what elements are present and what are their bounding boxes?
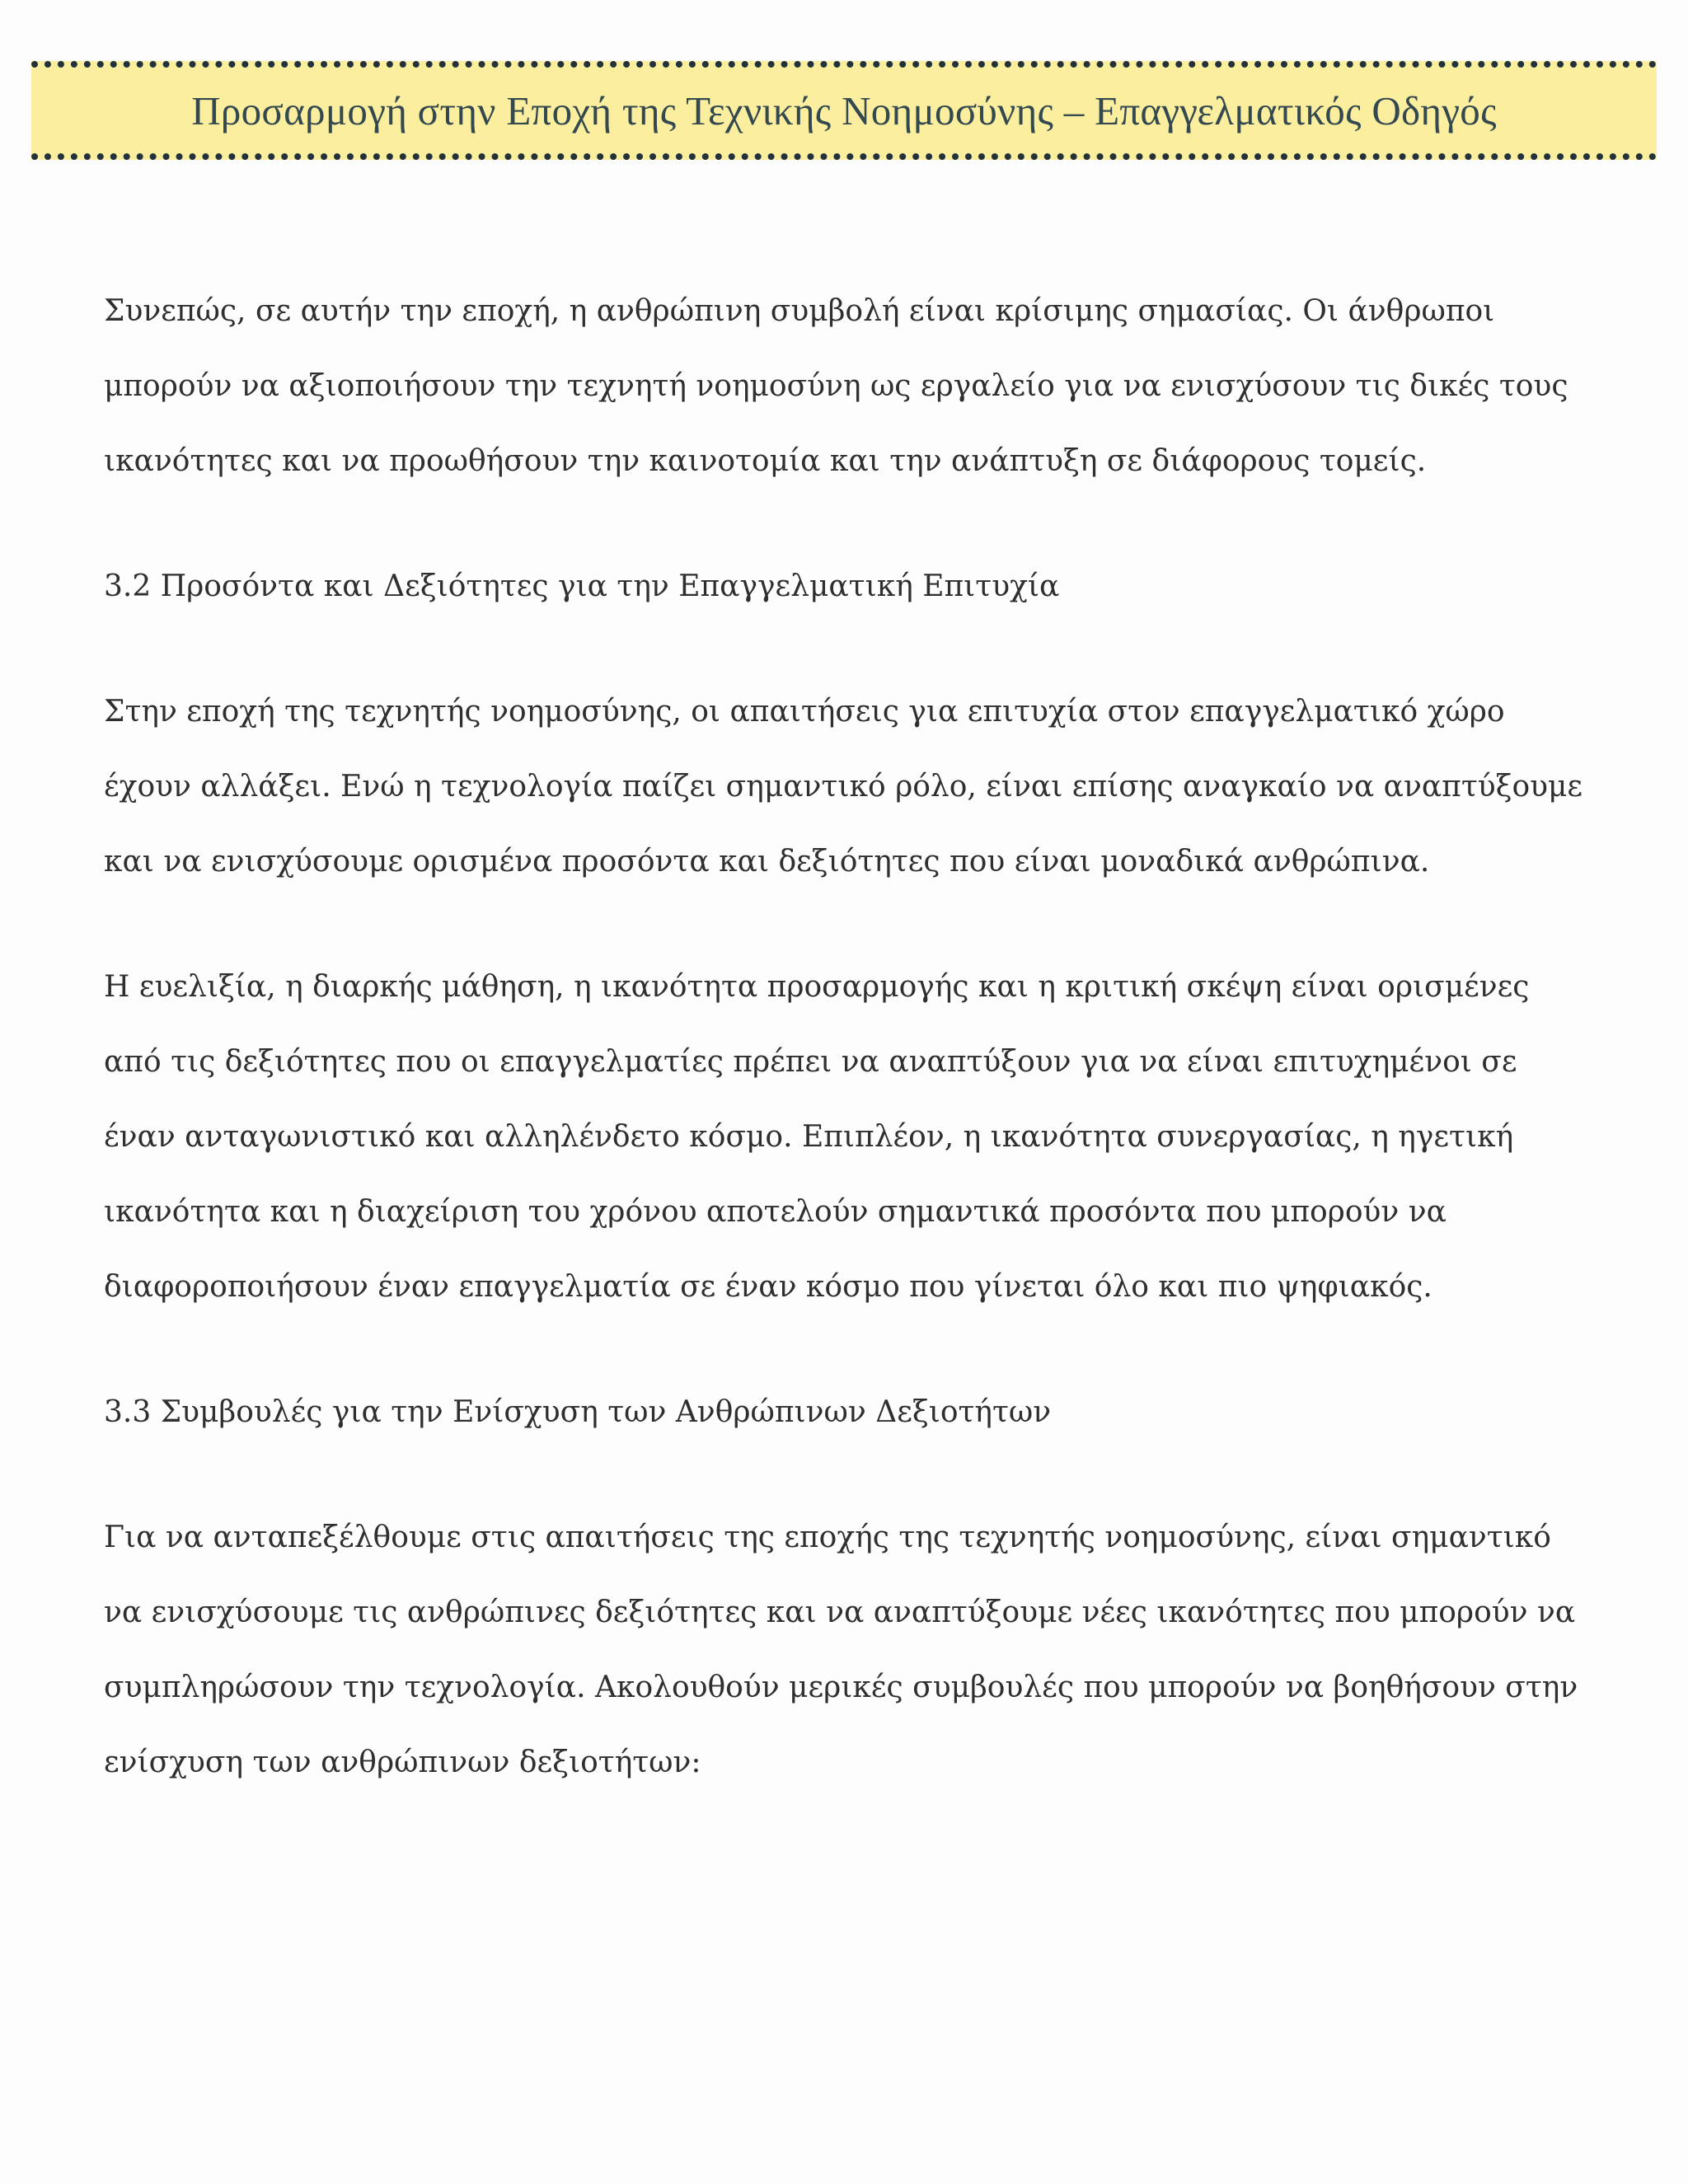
section-heading-3-3: 3.3 Συμβουλές για την Ενίσχυση των Ανθρώπινων Δεξιοτήτων — [104, 1395, 1052, 1429]
document-body — [104, 274, 1596, 1850]
paragraph-human-contribution: Συνεπώς, σε αυτήν την εποχή, η ανθρώπινη συμβολή είναι κρίσιμης σημασίας. Οι άνθρωποι μπορούν να αξιοποιήσουν την τεχνητή νοημοσύνη ως εργαλείο για να ενισχύσουν τις δικές τους ικανότητες και να προωθήσουν την καινοτομία και την ανάπτυξη σε διάφορους τομείς. — [104, 294, 1568, 478]
paragraph-skills: Η ευελιξία, η διαρκής μάθηση, η ικανότητα προσαρμογής και η κριτική σκέψη είναι ορισμένες από τις δεξιότητες που οι επαγγελματίες πρέπει να αναπτύξουν για να είναι επιτυχημένοι σε έναν ανταγωνιστικό και αλληλένδετο κόσμο. Επιπλέον, η ικανότητα συνεργασίας, η ηγετική ικανότητα και η διαχείριση του χρόνου αποτελούν σημαντικά προσόντα που μπορούν να διαφοροποιήσουν έναν επαγγελματία σε έναν κόσμο που γίνεται όλο και πιο ψηφιακός. — [104, 970, 1530, 1304]
paragraph-tips-intro: Για να ανταπεξέλθουμε στις απαιτήσεις της εποχής της τεχνητής νοημοσύνης, είναι σημαντικό να ενισχύσουμε τις ανθρώπινες δεξιότητες και να αναπτύξουμε νέες ικανότητες που μπορούν να συμπληρώσουν την τεχνολογία. Ακολουθούν μερικές συμβουλές που μπορούν να βοηθήσουν στην ενίσχυση των ανθρώπινων δεξιοτήτων: — [104, 1521, 1578, 1779]
page-title: Προσαρμογή στην Εποχή της Τεχνικής Νοημοσύνης – Επαγγελματικός Οδηγός — [191, 87, 1497, 134]
header-banner — [31, 61, 1657, 160]
section-heading-3-2: 3.2 Προσόντα και Δεξιότητες για την Επαγγελματική Επιτυχία — [104, 569, 1060, 603]
paragraph-requirements: Στην εποχή της τεχνητής νοημοσύνης, οι απαιτήσεις για επιτυχία στον επαγγελματικό χώρο έχουν αλλάξει. Ενώ η τεχνολογία παίζει σημαντικό ρόλο, είναι επίσης αναγκαίο να αναπτύξουμε και να ενισχύσουμε ορισμένα προσόντα και δεξιότητες που είναι μοναδικά ανθρώπινα. — [104, 695, 1583, 879]
